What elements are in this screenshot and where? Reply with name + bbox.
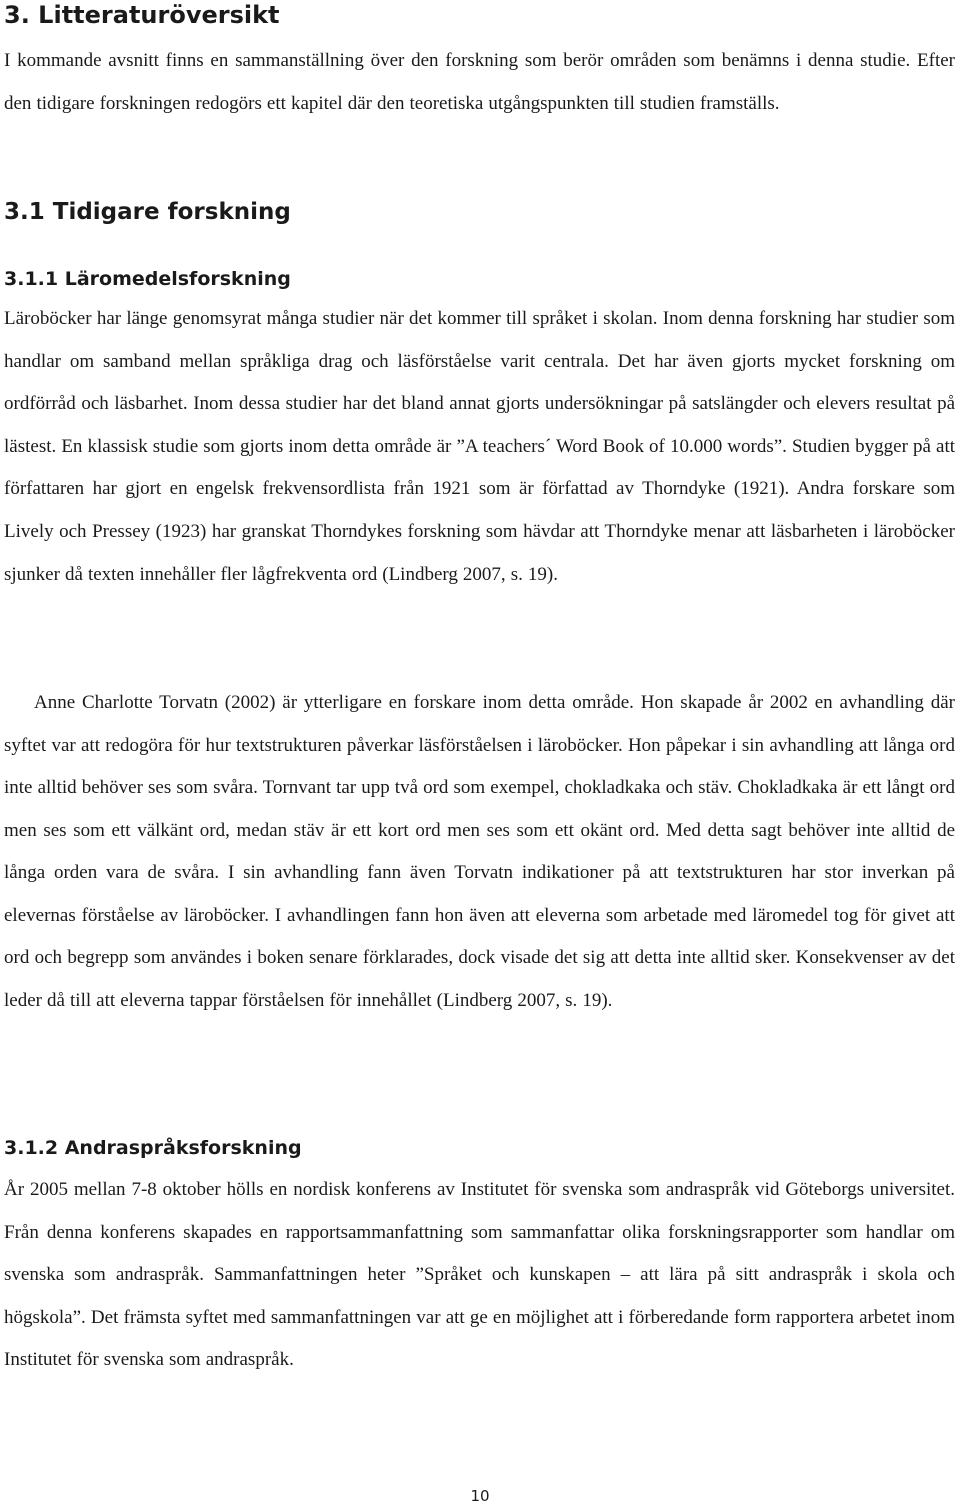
page-number: 10 [470,1487,490,1505]
subsection-heading-andrasprakforskning: 3.1.2 Andraspråksforskning [4,1137,302,1159]
chapter-heading: 3. Litteraturöversikt [4,1,280,29]
section-heading: 3.1 Tidigare forskning [4,199,291,225]
body-paragraph: Anne Charlotte Torvatn (2002) är ytterligare en forskare inom detta område. Hon skapade år 2002 en avhandling där syftet var att redogöra för hur textstrukturen påverkar läsförståelsen i läroböcker. Hon påpekar i sin avhandling att långa ord inte alltid behöver ses som svåra. Tornvant tar upp två ord som exempel, chokladkaka och stäv. Chokladkaka är ett långt ord men ses som ett välkänt ord, medan stäv är ett kort ord men ses som ett okänt ord. Med detta sagt behöver inte alltid de långa orden vara de svåra. I sin avhandling fann även Torvatn indikationer på att textstrukturen har stor inverkan på elevernas förståelse av läroböcker. I avhandlingen fann hon även att eleverna som arbetade med läromedel tog för givet att ord och begrepp som användes i boken senare förklarades, dock visade det sig att detta inte alltid sker. Konsekvenser av det leder då till att eleverna tappar förståelsen för innehållet (Lindberg 2007, s. 19). [4,692,955,1011]
subsection-heading-laromedelsforskning: 3.1.1 Läromedelsforskning [4,268,291,290]
body-paragraph: Läroböcker har länge genomsyrat många studier när det kommer till språket i skolan. Inom denna forskning har studier som handlar om samband mellan språkliga drag och läsförståelse varit centrala. Det har även gjorts mycket forskning om ordförråd och läsbarhet. Inom dessa studier har det bland annat gjorts undersökningar på satslängder och elevers resultat på lästest. En klassisk studie som gjorts inom detta område är ”A teachers´ Word Book of 10.000 words”. Studien bygger på att författaren har gjort en engelsk frekvensordlista från 1921 som är författad av Thorndyke (1921). Andra forskare som Lively och Pressey (1923) har granskat Thorndykes forskning som hävdar att Thorndyke menar att läsbarheten i läroböcker sjunker då texten innehåller fler lågfrekventa ord (Lindberg 2007, s. 19). [4,308,955,585]
body-paragraph: År 2005 mellan 7-8 oktober hölls en nordisk konferens av Institutet för svenska som andraspråk vid Göteborgs universitet. Från denna konferens skapades en rapportsammanfattning som sammanfattar olika forskningsrapporter som handlar om svenska som andraspråk. Sammanfattningen heter ”Språket och kunskapen – att lära på sitt andraspråk i skola och högskola”. Det främsta syftet med sammanfattningen var att ge en möjlighet att i förberedande form rapportera arbetet inom Institutet för svenska som andraspråk. [4,1179,955,1370]
intro-paragraph: I kommande avsnitt finns en sammanställning över den forskning som berör områden som benämns i denna studie. Efter den tidigare forskningen redogörs ett kapitel där den teoretiska utgångspunkten till studien framställs. [4,50,955,114]
